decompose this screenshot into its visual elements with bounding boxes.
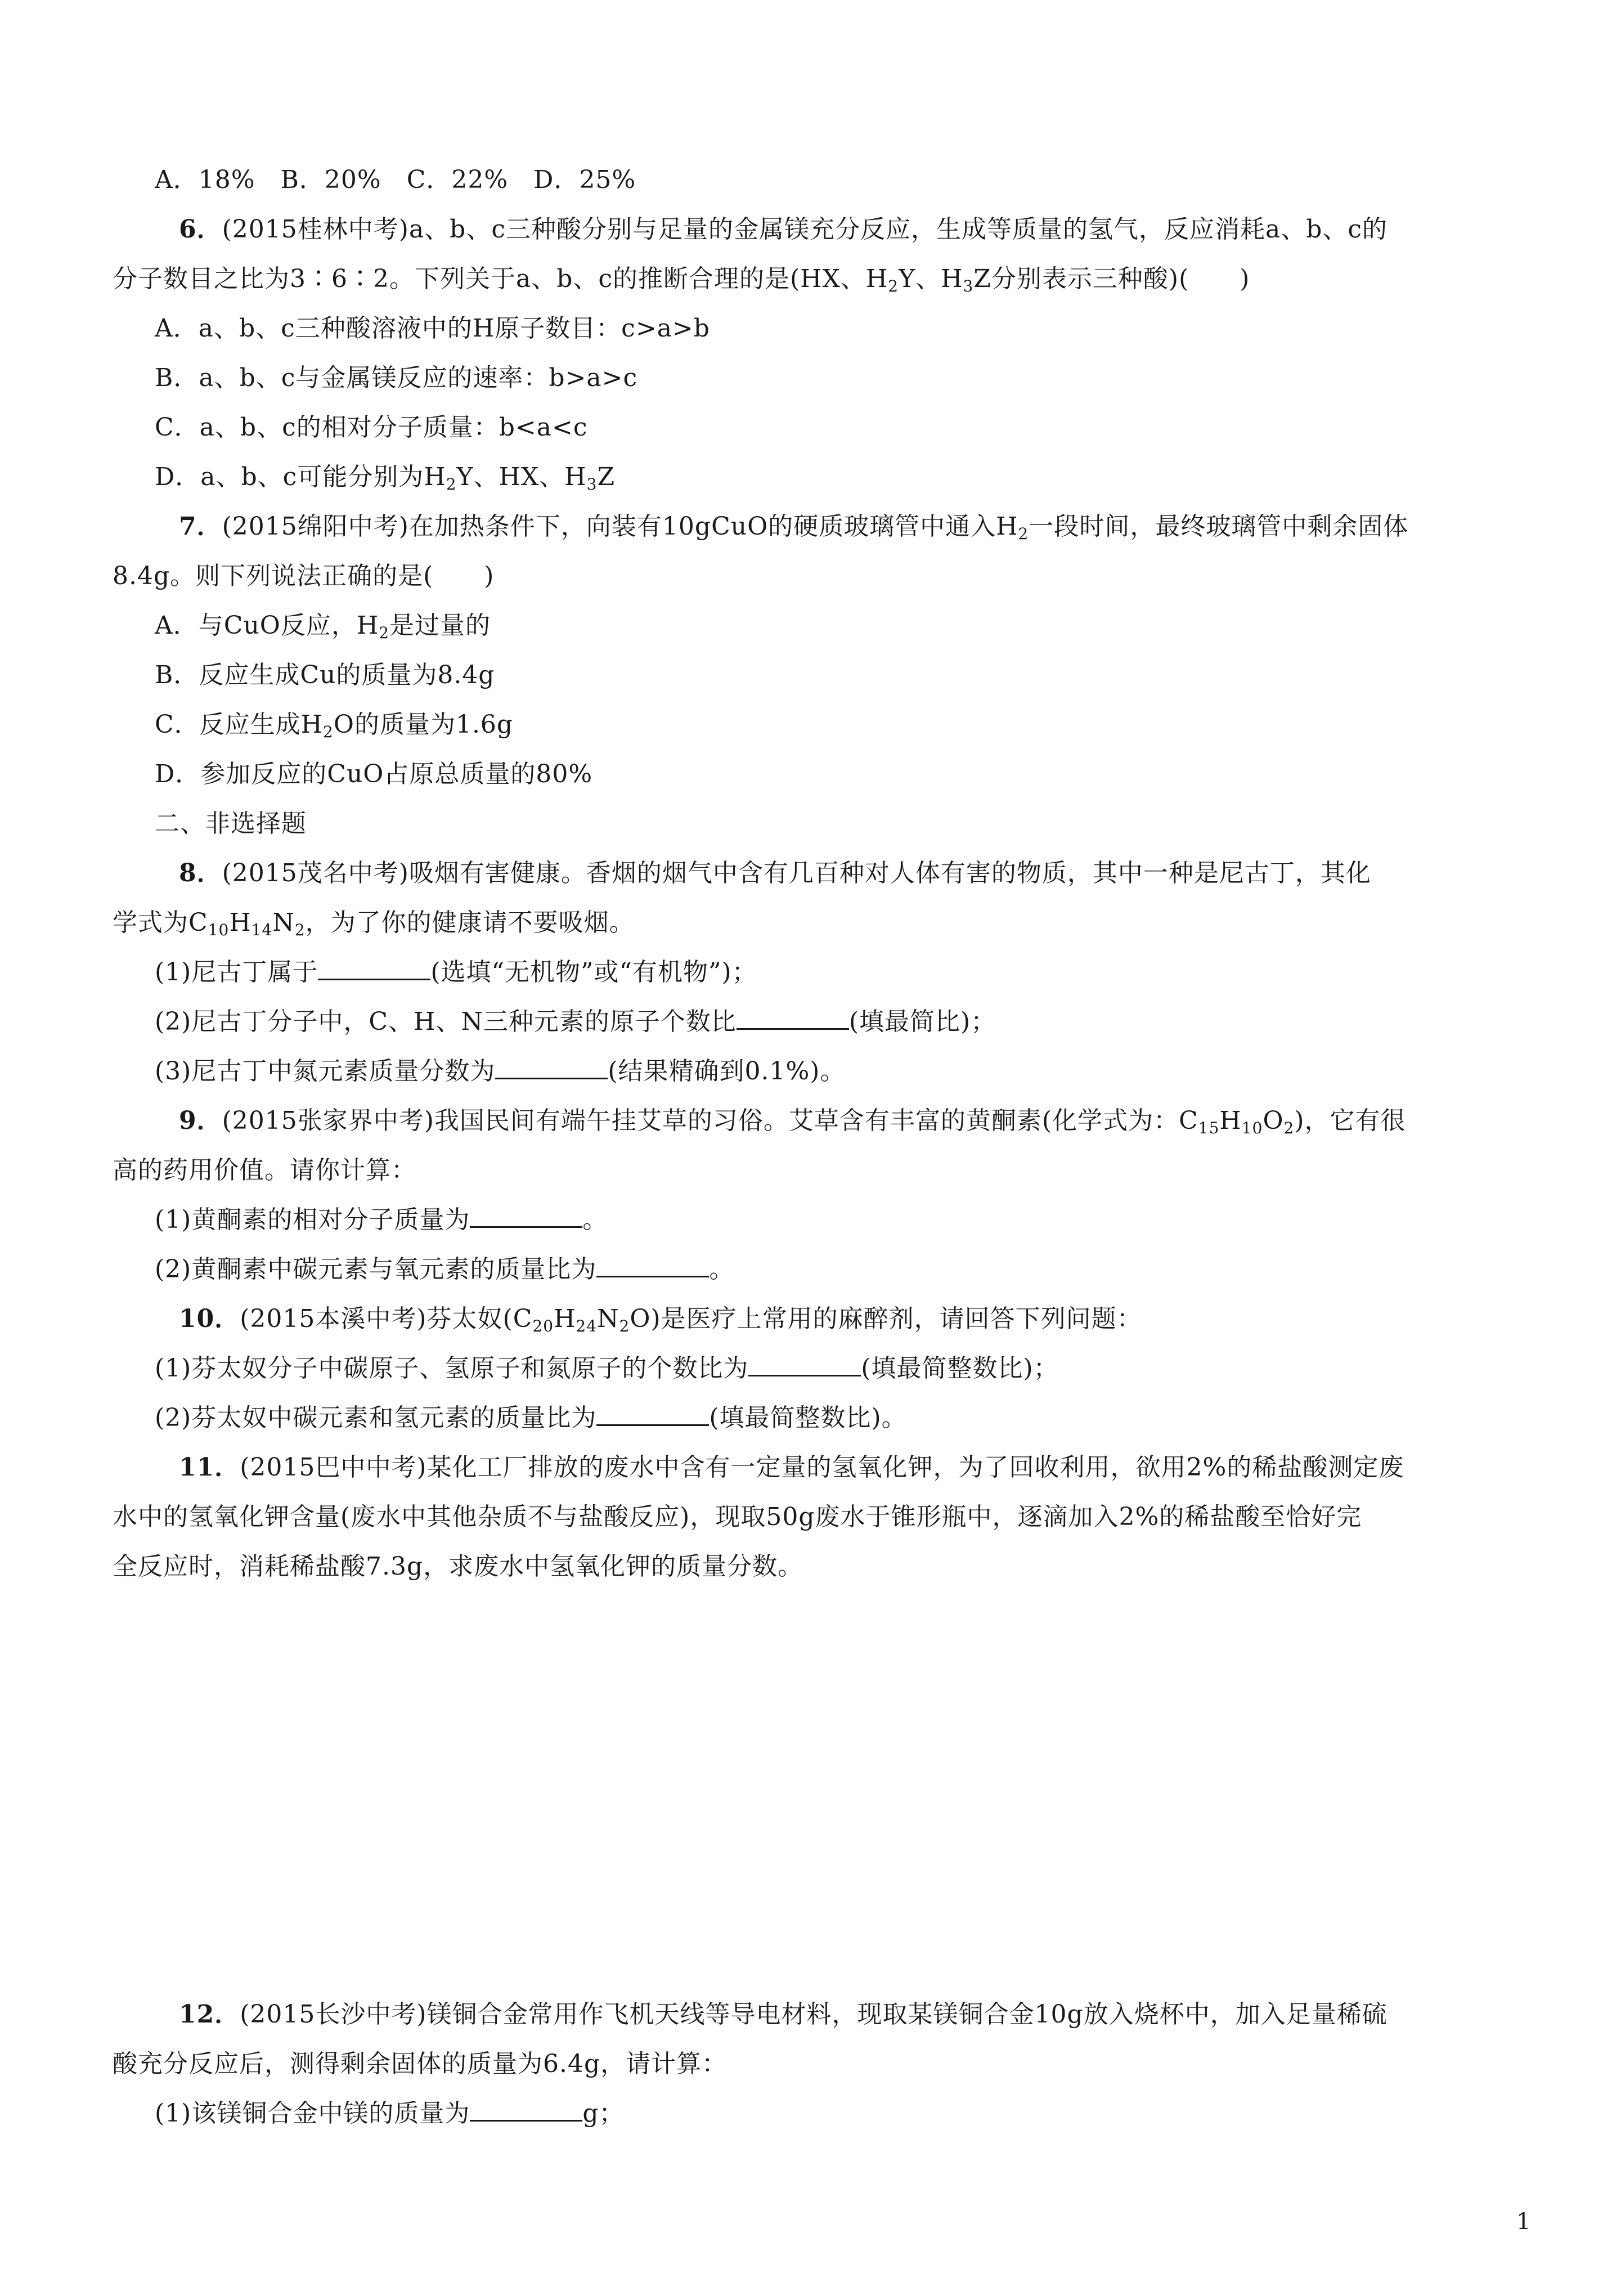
q10-part1-text: (1)芬太奴分子中碳原子、氢原子和氮原子的个数比为	[155, 1354, 749, 1383]
q12-stem-line2: 酸充分反应后，测得剩余固体的质量为6.4g，请计算：	[113, 2050, 728, 2078]
q10-part2-text: (填最简整数比)。	[709, 1403, 907, 1432]
answer-blank[interactable]	[737, 1006, 849, 1030]
q9-text: )，它有很	[1294, 1106, 1406, 1135]
q8-text: 学式为C	[113, 908, 208, 937]
q8-part3-text: (3)尼古丁中氮元素质量分数为	[155, 1057, 496, 1086]
q8-source: (2015茂名中考)	[222, 859, 409, 887]
q6-option-d-text: Z	[597, 463, 616, 491]
q8-part3	[155, 1055, 845, 1088]
q8-part1-text: (选填“无机物”或“有机物”)；	[430, 958, 757, 986]
q7-text: 一段时间，最终玻璃管中剩余固体	[1029, 512, 1409, 541]
q9-stem-line1	[179, 1104, 1406, 1138]
q11-number: 11．	[179, 1453, 240, 1482]
q9-part1-text: 。	[582, 1205, 608, 1234]
subscript: 2	[619, 1317, 630, 1335]
q8-part1-text: (1)尼古丁属于	[155, 958, 318, 986]
q7-option-d: D．参加反应的CuO占原总质量的80%	[155, 760, 593, 788]
q9-part1-text: (1)黄酮素的相对分子质量为	[155, 1205, 470, 1234]
subscript: 2	[379, 624, 390, 642]
q6-number: 6．	[179, 215, 222, 244]
q7-option-a	[155, 609, 491, 643]
subscript: 10	[1241, 1119, 1263, 1137]
q11-stem-line1	[179, 1451, 1404, 1485]
subscript: 3	[963, 277, 974, 295]
q10-source: (2015本溪中考)	[240, 1304, 427, 1333]
q12-part1-text: (1)该镁铜合金中镁的质量为	[155, 2099, 470, 2128]
q8-text: ，为了你的健康请不要吸烟。	[305, 908, 635, 937]
q8-part2-text: (2)尼古丁分子中，C、H、N三种元素的原子个数比	[155, 1007, 737, 1036]
q10-part2	[155, 1401, 907, 1435]
q7-option-a-text: A．与CuO反应，H	[155, 611, 379, 640]
q9-stem-line2: 高的药用价值。请你计算：	[113, 1156, 416, 1185]
q9-number: 9．	[179, 1106, 222, 1135]
subscript: 24	[576, 1317, 598, 1335]
subscript: 2	[446, 475, 457, 494]
q6-option-d-text: D．a、b、c可能分别为H	[155, 463, 446, 491]
q7-stem-line1	[179, 510, 1408, 544]
subscript: 3	[586, 475, 598, 494]
q9-text: O	[1263, 1106, 1284, 1135]
answer-blank[interactable]	[318, 956, 430, 980]
q7-stem-line2: 8.4g。则下列说法正确的是( )	[113, 562, 495, 590]
subscript: 15	[1198, 1119, 1220, 1137]
q6-stem-line2	[113, 262, 1250, 296]
q8-part2	[155, 1005, 996, 1039]
subscript: 10	[208, 921, 230, 939]
q6-text: a、b、c三种酸分别与足量的金属镁充分反应，生成等质量的氢气，反应消耗a、b、c的	[408, 215, 1388, 244]
q8-part2-text: (填最简比)；	[848, 1007, 996, 1036]
q10-text: 芬太奴(C	[426, 1304, 533, 1333]
q10-stem-line1	[179, 1302, 1142, 1336]
q10-text: H	[554, 1304, 576, 1333]
q10-part1	[155, 1352, 1059, 1385]
q6-option-c: C．a、b、c的相对分子质量：b<a<c	[155, 413, 588, 442]
q10-text: N	[597, 1304, 619, 1333]
q7-option-c	[155, 708, 513, 742]
q6-stem-line1	[179, 213, 1387, 246]
q6-text: Z分别表示三种酸)( )	[973, 264, 1250, 293]
q9-source: (2015张家界中考)	[222, 1106, 434, 1135]
q11-stem-line3: 全反应时，消耗稀盐酸7.3g，求废水中氢氧化钾的质量分数。	[113, 1552, 803, 1581]
q8-part1	[155, 956, 757, 989]
subscript: 2	[888, 277, 899, 295]
q6-option-a: A．a、b、c三种酸溶液中的H原子数目：c>a>b	[155, 314, 710, 343]
subscript: 20	[532, 1317, 554, 1335]
q8-stem-line1	[179, 856, 1371, 890]
q12-part1	[155, 2097, 625, 2131]
answer-blank[interactable]	[470, 1204, 582, 1228]
subscript: 2	[323, 723, 334, 741]
q6-text: 分子数目之比为3∶6∶2。下列关于a、b、c的推断合理的是(HX、H	[113, 264, 888, 293]
subscript: 14	[251, 921, 273, 939]
q8-text: H	[229, 908, 252, 937]
q9-part2	[155, 1253, 734, 1286]
q10-number: 10．	[179, 1304, 240, 1333]
q10-part2-text: (2)芬太奴中碳元素和氢元素的质量比为	[155, 1403, 597, 1432]
section-heading: 二、非选择题	[155, 809, 307, 838]
q9-part2-text: 。	[709, 1255, 735, 1284]
q11-stem-line2: 水中的氢氧化钾含量(废水中其他杂质不与盐酸反应)，现取50g废水于锥形瓶中，逐滴加入2%的稀盐酸至恰好完	[113, 1503, 1362, 1531]
answer-blank[interactable]	[596, 1253, 709, 1277]
subscript: 2	[294, 921, 306, 939]
q8-text: N	[272, 908, 295, 937]
subscript: 2	[1283, 1119, 1295, 1137]
q6-source: (2015桂林中考)	[222, 215, 409, 244]
answer-blank[interactable]	[748, 1352, 861, 1376]
q8-stem-line2	[113, 906, 635, 940]
q7-source: (2015绵阳中考)	[222, 512, 409, 541]
q8-number: 8．	[179, 859, 222, 887]
answer-blank[interactable]	[470, 2097, 582, 2122]
q11-text: 某化工厂排放的废水中含有一定量的氢氧化钾，为了回收利用，欲用2%的稀盐酸测定废	[426, 1453, 1404, 1482]
q9-text: H	[1219, 1106, 1242, 1135]
q8-part3-text: (结果精确到0.1%)。	[608, 1057, 846, 1086]
q6-option-b: B．a、b、c与金属镁反应的速率：b>a>c	[155, 364, 638, 392]
q12-part1-text: g；	[582, 2099, 625, 2128]
q5-options: A．18% B．20% C．22% D．25%	[155, 165, 636, 194]
q12-source: (2015长沙中考)	[240, 2000, 427, 2029]
q12-stem-line1	[179, 1998, 1387, 2032]
subscript: 2	[1018, 524, 1029, 543]
q10-text: O)是医疗上常用的麻醉剂，请回答下列问题：	[630, 1304, 1142, 1333]
q6-option-d-text: Y、HX、H	[456, 463, 587, 491]
q10-part1-text: (填最简整数比)；	[861, 1354, 1059, 1383]
q7-option-c-text: C．反应生成H	[155, 710, 324, 739]
q6-option-d	[155, 460, 615, 494]
q9-part2-text: (2)黄酮素中碳元素与氧元素的质量比为	[155, 1255, 597, 1284]
q8-text: 吸烟有害健康。香烟的烟气中含有几百种对人体有害的物质，其中一种是尼古丁，其化	[408, 859, 1371, 887]
q12-number: 12．	[179, 2000, 240, 2029]
answer-blank[interactable]	[495, 1055, 608, 1079]
q7-text: 在加热条件下，向装有10gCuO的硬质玻璃管中通入H	[408, 512, 1018, 541]
q7-option-a-text: 是过量的	[389, 611, 491, 640]
q9-part1	[155, 1203, 608, 1237]
q12-text: 镁铜合金常用作飞机天线等导电材料，现取某镁铜合金10g放入烧杯中，加入足量稀硫	[426, 2000, 1387, 2029]
page-number: 1	[1516, 2209, 1531, 2235]
q11-source: (2015巴中中考)	[240, 1453, 427, 1482]
answer-blank[interactable]	[596, 1402, 709, 1426]
q7-option-b: B．反应生成Cu的质量为8.4g	[155, 661, 495, 689]
q7-option-c-text: O的质量为1.6g	[333, 710, 514, 739]
q7-number: 7．	[179, 512, 222, 541]
q6-text: Y、H	[899, 264, 963, 293]
q9-text: 我国民间有端午挂艾草的习俗。艾草含有丰富的黄酮素(化学式为：C	[434, 1106, 1198, 1135]
